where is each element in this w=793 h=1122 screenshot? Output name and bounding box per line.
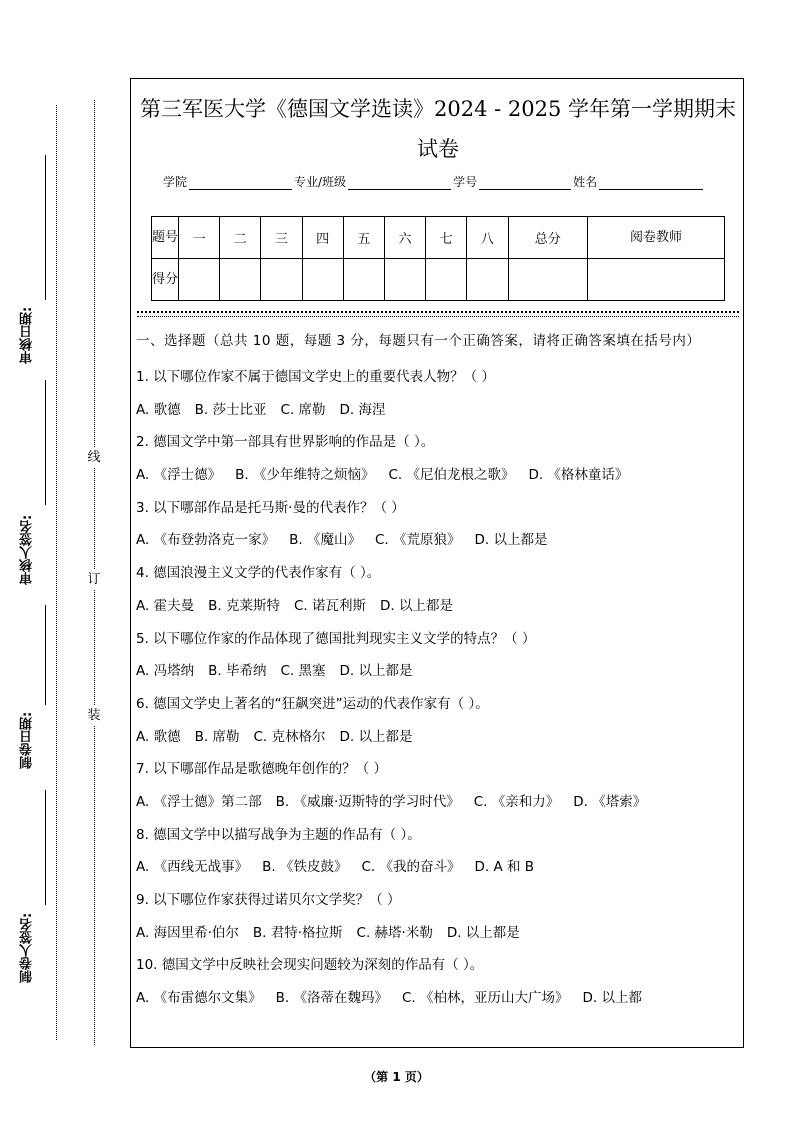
score-cell-6[interactable] [384,259,425,301]
col-4: 四 [302,217,343,259]
col-1: 一 [179,217,220,259]
score-cell-grader[interactable] [588,259,725,301]
question-9: 9. 以下哪位作家获得过诺贝尔文学奖？（ ） [136,892,401,908]
option-b[interactable]: B. 《洛蒂在魏玛》 [275,990,388,1007]
question-7: 7. 以下哪部作品是歌德晚年创作的？（ ） [136,761,387,778]
option-d[interactable]: D. 海涅 [339,401,386,418]
option-a[interactable]: A. 歌德 [136,401,181,418]
dotted-separator [137,311,739,317]
option-b[interactable]: B. 《魔山》 [289,532,361,549]
option-d[interactable]: D. 以上都 [582,990,642,1007]
maker-date-label: 制卷日期: [20,711,35,769]
col-2: 二 [220,217,261,259]
student-id-label: 学号 [453,175,478,189]
option-d[interactable]: D. A 和 B [474,859,535,876]
option-a[interactable]: A. 《布雷德尔文集》 [136,990,262,1007]
reviewer-date-label: 审核日期: [20,306,35,364]
row-label-question-no: 题号 [152,217,179,259]
option-c[interactable]: C. 《尼伯龙根之歌》 [388,467,515,484]
option-c[interactable]: C. 《亲和力》 [473,793,560,810]
col-6: 六 [384,217,425,259]
option-a[interactable]: A. 《浮士德》第二部 [136,793,262,810]
question-2-options [136,459,740,492]
score-cell-3[interactable] [261,259,302,301]
option-d[interactable]: D. 《格林童话》 [528,467,629,484]
student-info-row [163,173,723,190]
option-c[interactable]: C. 赫塔·米勒 [356,924,433,941]
question-1: 1. 以下哪位作家不属于德国文学史上的重要代表人物？（ ） [136,369,495,385]
reviewer-date-line [45,155,46,300]
question-6: 6. 德国文学史上著名的“狂飙突进”运动的代表作家有（ ）。 [136,695,489,712]
option-a[interactable]: A. 霍夫曼 [136,597,195,614]
option-a[interactable]: A. 歌德 [136,728,181,745]
score-cell-5[interactable] [343,259,384,301]
reviewer-sign-line [45,380,46,505]
name-blank[interactable] [599,175,703,190]
major-class-blank[interactable] [348,175,451,190]
option-b[interactable]: B. 克莱斯特 [208,597,280,614]
college-label: 学院 [163,175,188,189]
major-class-label: 专业/班级 [294,175,347,189]
page-number: （第 1 页） [364,1070,429,1084]
reviewer-sign-label: 审核人签名: [20,514,35,586]
maker-sign-label: 制卷人签名: [20,912,35,983]
option-c[interactable]: C. 席勒 [280,401,326,418]
option-d[interactable]: D. 以上都是 [339,728,413,745]
score-table-header-row [152,217,725,259]
question-list [136,361,740,1015]
binding-mark-line: 线 [86,448,102,468]
option-c[interactable]: C. 《荒原狼》 [374,532,461,549]
question-9-options [136,917,740,950]
score-cell-4[interactable] [302,259,343,301]
option-a[interactable]: A. 海因里希·伯尔 [136,924,239,941]
question-8: 8. 德国文学中以描写战争为主题的作品有（ ）。 [136,826,421,843]
option-d[interactable]: D. 以上都是 [446,924,520,941]
option-d[interactable]: D. 《塔索》 [573,793,647,810]
question-2: 2. 德国文学中第一部具有世界影响的作品是（ ）。 [136,434,435,451]
option-c[interactable]: C. 黑塞 [280,663,326,680]
option-b[interactable]: B. 《威廉·迈斯特的学习时代》 [275,793,460,810]
option-a[interactable]: A. 冯塔纳 [136,663,195,680]
question-5: 5. 以下哪位作家的作品体现了德国批判现实主义文学的特点？（ ） [136,630,536,647]
score-table-score-row [152,259,725,301]
question-5-options [136,655,740,688]
maker-sign-line [45,790,46,905]
option-c[interactable]: C. 诺瓦利斯 [293,597,366,614]
section-1-title: 一、选择题（总共 10 题，每题 3 分，每题只有一个正确答案，请将正确答案填在括号内） [136,333,701,349]
section-1 [136,329,740,1015]
row-label-score: 得分 [152,259,179,301]
col-5: 五 [343,217,384,259]
col-8: 八 [467,217,508,259]
binding-mark-install: 装 [86,706,102,726]
score-table [151,216,725,301]
exam-title: 第三军医大学《德国文学选读》2024 - 2025 学年第一学期期末试卷 [139,97,736,161]
option-d[interactable]: D. 以上都是 [379,597,453,614]
question-8-options [136,851,740,884]
score-cell-1[interactable] [179,259,220,301]
question-3: 3. 以下哪部作品是托马斯·曼的代表作？（ ） [136,499,405,516]
outer-dotted-line [56,105,57,1040]
option-d[interactable]: D. 以上都是 [339,663,413,680]
binding-mark-order: 订 [86,570,102,590]
col-total: 总分 [508,217,588,259]
score-cell-total[interactable] [508,259,588,301]
option-a[interactable]: A. 《布登勃洛克一家》 [136,532,276,549]
option-c[interactable]: C. 《柏林，亚历山大广场》 [401,990,569,1007]
question-4: 4. 德国浪漫主义文学的代表作家有（ ）。 [136,565,381,582]
col-3: 三 [261,217,302,259]
option-a[interactable]: A. 《浮士德》 [136,467,222,484]
question-6-options [136,721,740,754]
option-d[interactable]: D. 以上都是 [474,532,548,549]
score-cell-7[interactable] [426,259,467,301]
option-b[interactable]: B. 莎士比亚 [194,401,267,418]
maker-date-line [45,605,46,705]
question-7-options [136,786,740,819]
question-4-options [136,590,740,623]
question-1-options [136,394,740,427]
score-cell-8[interactable] [467,259,508,301]
score-cell-2[interactable] [220,259,261,301]
name-label: 姓名 [573,175,598,189]
question-10: 10. 德国文学中反映社会现实问题较为深刻的作品有（ ）。 [136,957,484,974]
college-blank[interactable] [189,175,292,190]
option-b[interactable]: B. 君特·格拉斯 [252,924,343,941]
col-7: 七 [426,217,467,259]
exam-page-frame [130,78,744,1048]
col-grader: 阅卷教师 [588,217,725,259]
option-a[interactable]: A. 《西线无战事》 [136,859,249,876]
question-10-options [136,982,740,1015]
option-c[interactable]: C. 《我的奋斗》 [361,859,461,876]
option-b[interactable]: B. 席勒 [194,728,240,745]
option-b[interactable]: B. 《铁皮鼓》 [262,859,348,876]
student-id-blank[interactable] [479,175,571,190]
question-3-options [136,524,740,557]
option-c[interactable]: C. 克林格尔 [253,728,326,745]
option-b[interactable]: B. 毕希纳 [208,663,267,680]
option-b[interactable]: B. 《少年维特之烦恼》 [235,467,375,484]
